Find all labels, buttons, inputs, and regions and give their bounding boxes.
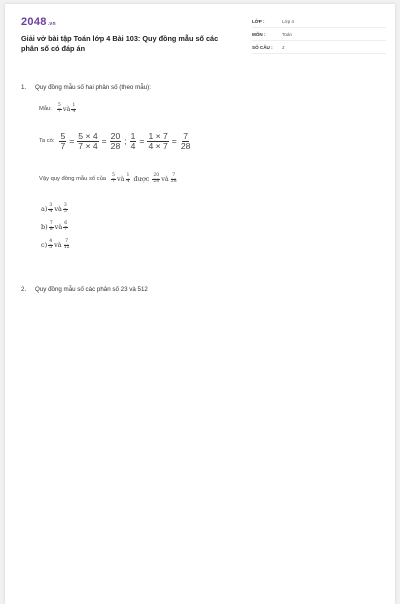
fraction: $\frac{5}{7}$ xyxy=(60,131,66,151)
meta-row-count: SỐ CÂU : 2 xyxy=(252,41,386,54)
sample-line: Mẫu: $\frac{5}{7}$ và $\frac{1}{4}$ xyxy=(39,103,76,114)
fraction: $\frac{20}{28}$ xyxy=(110,131,121,151)
exercise-c: c) $\frac{4}{5}$ và $\frac{7}{12}$ xyxy=(41,239,70,250)
meta-panel xyxy=(252,15,386,54)
fraction: $\frac{1}{4}$ xyxy=(130,131,136,151)
fraction: $\frac{3}{5}$ xyxy=(63,203,67,214)
fraction: $\frac{5 \times 4}{7 \times 4}$ xyxy=(78,131,98,151)
fraction: $\frac{1}{4}$ xyxy=(72,103,76,114)
meta-row-grade: LỚP : Lớp 4 xyxy=(252,15,386,28)
fraction: $\frac{4}{5}$ xyxy=(49,239,53,250)
fraction: $\frac{7}{12}$ xyxy=(63,239,70,250)
fraction: $\frac{7}{8}$ xyxy=(49,221,53,232)
site-logo[interactable]: 2048.vn xyxy=(21,16,56,28)
fraction: $\frac{20}{28}$ xyxy=(153,173,160,184)
question-2-heading: 2. Quy đồng mẫu số các phân số 23 và 512 xyxy=(21,286,148,293)
fraction: $\frac{5}{7}$ xyxy=(57,103,61,114)
question-1-heading: 1. Quy đồng mẫu số hai phân số (theo mẫu): xyxy=(21,84,151,91)
page-title: Giải vở bài tập Toán lớp 4 Bài 103: Quy đồng mẫu số các phân số có đáp án xyxy=(21,34,219,53)
worksheet-page xyxy=(5,4,395,604)
calculation-line: Ta có: $\frac{5}{7}$ = $\frac{5 \times 4}{7 \times 4}$ = $\frac{20}{28}$ ; $\frac{1}{4}$ = $\frac{1 \times 7}{4 \times 7}$ = $\frac{7}{28}$ xyxy=(39,131,191,151)
fraction: $\frac{5}{7}$ xyxy=(112,173,115,184)
fraction: $\frac{1 \times 7}{4 \times 7}$ xyxy=(148,131,168,151)
conclusion-line: Vậy quy đồng mẫu số của $\frac{5}{7}$ và $\frac{1}{4}$ được $\frac{20}{28}$ và $\frac{7}{28}$ xyxy=(39,173,177,184)
fraction: $\frac{3}{4}$ xyxy=(49,203,53,214)
fraction: $\frac{6}{7}$ xyxy=(64,221,68,232)
fraction: $\frac{7}{28}$ xyxy=(170,173,177,184)
meta-row-subject: MÔN : Toán xyxy=(252,28,386,41)
exercise-a: a) $\frac{3}{4}$ và $\frac{3}{5}$ xyxy=(41,203,67,214)
exercise-b: b) $\frac{7}{8}$ và $\frac{6}{7}$ xyxy=(41,221,68,232)
fraction: $\frac{1}{4}$ xyxy=(126,173,130,184)
fraction: $\frac{7}{28}$ xyxy=(180,131,191,151)
